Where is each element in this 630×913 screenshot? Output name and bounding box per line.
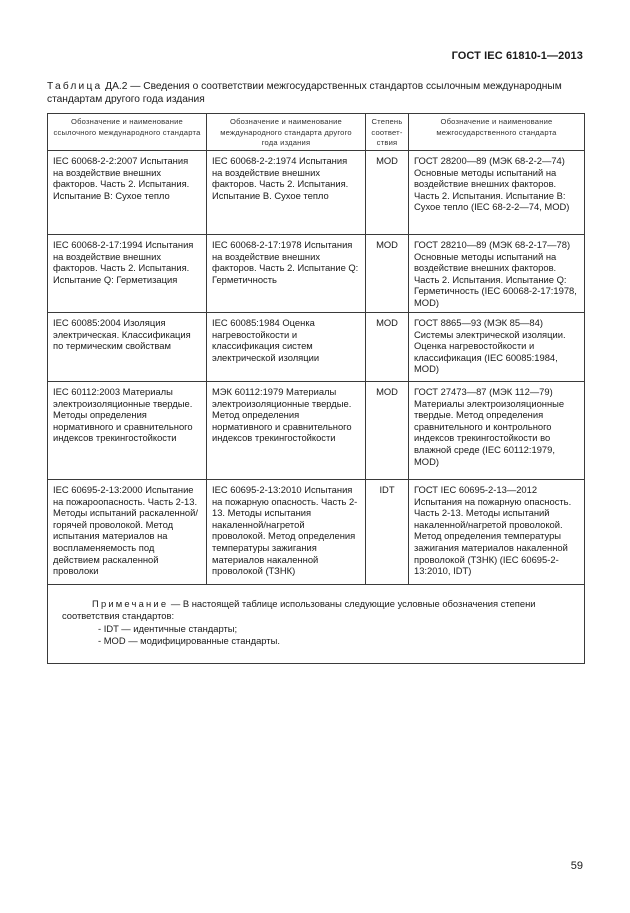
cell-gost: ГОСТ 28210—89 (МЭК 68-2-17—78) Основные методы испытаний на воздействие внешних факторов. Часть 2. Испытания. Испытание Q: Герметичность (IEC 60068-2-17:1978, MOD) — [409, 235, 585, 313]
table-row — [48, 480, 585, 585]
cell-intl: МЭК 60112:1979 Материалы электроизоляционные твердые. Метод определения нормативного и сравнительного индексов трекингостойкости — [207, 382, 366, 480]
cell-degree: MOD — [366, 235, 409, 313]
standards-table — [47, 113, 585, 664]
document-header: ГОСТ IEC 61810-1—2013 — [451, 50, 583, 62]
table-caption-label: Таблица — [47, 81, 103, 92]
cell-gost: ГОСТ 27473—87 (МЭК 112—79) Материалы электроизоляционные твердые. Метод определения сравнительного и контрольного индексов трекингостойкости во влажной среде (IEC 60112:1979, MOD) — [409, 382, 585, 480]
note-intro — [62, 598, 579, 623]
cell-ref: IEC 60695-2-13:2000 Испытание на пожароопасность. Часть 2-13. Методы испытаний раскаленной/горячей проволокой. Метод испытания материалов на воспламеняемость под действием раскаленной проволоки — [48, 480, 207, 585]
cell-degree: MOD — [366, 313, 409, 382]
cell-intl: IEC 60068-2-17:1978 Испытания на воздействие внешних факторов. Часть 2. Испытание Q: Герметичность — [207, 235, 366, 313]
note-item-idt: - IDT — идентичные стандарты; — [98, 622, 238, 634]
cell-intl: IEC 60085:1984 Оценка нагревостойкости и классификация систем электрической изоляции — [207, 313, 366, 382]
col-header-ref: Обозначение и наименование ссылочного международного стандарта — [48, 114, 207, 151]
cell-gost: ГОСТ IEC 60695-2-13—2012 Испытания на пожарную опасность. Часть 2-13. Методы испытаний накаленной/нагретой проволокой. Метод определения температуры зажигания материалов накаленной проволокой (ТЗНК) (IEC 60695-2-13:2010, IDT) — [409, 480, 585, 585]
cell-intl: IEC 60068-2-2:1974 Испытания на воздействие внешних факторов. Часть 2. Испытания. Испытание В. Сухое тепло — [207, 151, 366, 235]
cell-gost: ГОСТ 28200—89 (МЭК 68-2-2—74) Основные методы испытаний на воздействие внешних факторов. Часть 2. Испытания. Испытание В: Сухое тепло (IEC 68-2-2—74, MOD) — [409, 151, 585, 235]
table-row — [48, 382, 585, 480]
note-item-mod: - MOD — модифицированные стандарты. — [98, 634, 280, 646]
table-row — [48, 151, 585, 235]
table-caption-text: ДА.2 — Сведения о соответствии межгосударственных стандартов ссылочным международным стандартам другого года издания — [47, 81, 562, 105]
col-header-intl: Обозначение и наименование международного стандарта другого года издания — [207, 114, 366, 151]
table-caption — [47, 80, 587, 106]
cell-ref: IEC 60085:2004 Изоляция электрическая. Классификация по термическим свойствам — [48, 313, 207, 382]
cell-intl: IEC 60695-2-13:2010 Испытания на пожарную опасность. Часть 2-13. Методы испытания накаленной/нагретой проволокой. Метод определения температуры зажигания материалов накаленной проволокой (ТЗНК) — [207, 480, 366, 585]
note-text: — В настоящей таблице использованы следующие условные обозначения степени соответствия стандартов: — [62, 598, 536, 622]
table-row — [48, 313, 585, 382]
cell-degree: MOD — [366, 382, 409, 480]
table-note — [48, 585, 585, 664]
cell-ref: IEC 60068-2-2:2007 Испытания на воздействие внешних факторов. Часть 2. Испытания. Испытание В: Сухое тепло — [48, 151, 207, 235]
cell-degree: MOD — [366, 151, 409, 235]
table-note-row — [48, 585, 585, 664]
cell-degree: IDT — [366, 480, 409, 585]
cell-ref: IEC 60068-2-17:1994 Испытания на воздействие внешних факторов. Часть 2. Испытания. Испытание Q: Герметизация — [48, 235, 207, 313]
note-label: Примечание — [92, 598, 169, 609]
col-header-degree: Степень соответ-ствия — [366, 114, 409, 151]
col-header-gost: Обозначение и наименование межгосударственного стандарта — [409, 114, 585, 151]
cell-ref: IEC 60112:2003 Материалы электроизоляционные твердые. Методы определения нормативного и сравнительного индексов трекингостойкости — [48, 382, 207, 480]
table-header-row — [48, 114, 585, 151]
page-number: 59 — [570, 860, 583, 872]
cell-gost: ГОСТ 8865—93 (МЭК 85—84) Системы электрической изоляции. Оценка нагревостойкости и классификация (IEC 60085:1984, MOD) — [409, 313, 585, 382]
table-row — [48, 235, 585, 313]
